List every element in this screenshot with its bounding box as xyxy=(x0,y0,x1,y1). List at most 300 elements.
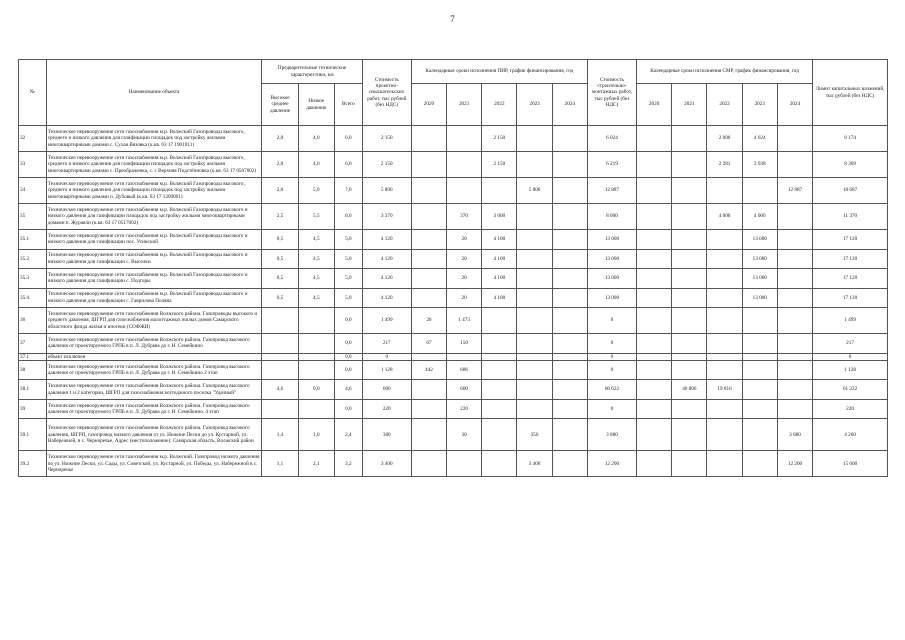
smr-2021 xyxy=(672,126,707,152)
length-total: 4,6 xyxy=(334,380,362,400)
pir-cost: 3 400 xyxy=(362,451,411,477)
smr-2020 xyxy=(637,334,672,354)
smr-2021 xyxy=(672,334,707,354)
pir-2022 xyxy=(482,360,517,380)
length-total: 5,0 xyxy=(334,269,362,289)
length-total: 3,2 xyxy=(334,451,362,477)
pir-2021: 220 xyxy=(447,399,482,419)
table-header xyxy=(19,60,888,126)
table-row xyxy=(19,419,888,451)
limit-value: 220 xyxy=(813,399,888,419)
smr-2022 xyxy=(707,419,742,451)
pir-2021: 600 xyxy=(447,380,482,400)
length-total: 6,0 xyxy=(334,126,362,152)
smr-2024 xyxy=(777,126,812,152)
limit-value: 61 222 xyxy=(813,380,888,400)
header-pir-year: 2024 xyxy=(552,84,587,126)
pir-2021: 150 xyxy=(447,334,482,354)
pir-2020 xyxy=(411,353,446,360)
pir-2024 xyxy=(552,249,587,269)
length-high: 2,0 xyxy=(262,126,298,152)
smr-2020 xyxy=(637,288,672,308)
pir-2020 xyxy=(411,399,446,419)
smr-2024 xyxy=(777,152,812,178)
length-low: 4,0 xyxy=(298,152,334,178)
pir-2023 xyxy=(517,230,552,250)
limit-value: 217 xyxy=(813,334,888,354)
header-smr-cost: Стоимость строительно-монтажных работ, тыс рублей (без НДС) xyxy=(587,60,636,126)
smr-2020 xyxy=(637,353,672,360)
pir-2022: 4 100 xyxy=(482,230,517,250)
row-number: 38.1 xyxy=(19,380,47,400)
pir-2020 xyxy=(411,451,446,477)
smr-2023: 4 000 xyxy=(742,204,777,230)
pir-2024 xyxy=(552,126,587,152)
object-name: Техническое перевооружение сети газоснабжения м.р. Волжский Газопроводы высокого и низкого давления для газификации с. Подгоры xyxy=(46,269,262,289)
pir-2023 xyxy=(517,249,552,269)
table-row xyxy=(19,353,888,360)
smr-2024: 12 887 xyxy=(777,178,812,204)
length-low: 2,1 xyxy=(298,451,334,477)
pir-2020 xyxy=(411,288,446,308)
header-smr-year: 2022 xyxy=(707,84,742,126)
object-name: Техническое перевооружение сети газоснабжения Волжского района. Газопровод высокого давления от проектируемого ГРПБ в п. Л. Дубрава до г. Н. Семейкино. 4 этап xyxy=(46,399,262,419)
smr-2021 xyxy=(672,308,707,334)
length-total: 2,4 xyxy=(334,419,362,451)
pir-cost: 4 120 xyxy=(362,269,411,289)
smr-2024 xyxy=(777,249,812,269)
smr-cost: 0 xyxy=(587,399,636,419)
row-number: 37.1 xyxy=(19,353,47,360)
pir-2020 xyxy=(411,204,446,230)
pir-cost: 2 150 xyxy=(362,126,411,152)
table-row xyxy=(19,126,888,152)
length-low: 0,0 xyxy=(298,380,334,400)
limit-value: 8 369 xyxy=(813,152,888,178)
object-name: Техническое перевооружение сети газоснабжения м.р. Волжский Газопроводы высокого, среднего и низкого давления для газификации площадок под застройку жилыми многоквартирными домами п. Дубовый (к.кв. 63 17 1209001) xyxy=(46,178,262,204)
pir-2021 xyxy=(447,126,482,152)
smr-cost: 0 xyxy=(587,334,636,354)
header-pir-year: 2022 xyxy=(482,84,517,126)
pir-2023: 350 xyxy=(517,419,552,451)
pir-2021 xyxy=(447,451,482,477)
page-number: 7 xyxy=(450,14,455,24)
length-high xyxy=(262,308,298,334)
pir-2021: 20 xyxy=(447,249,482,269)
length-total: 0,0 xyxy=(334,308,362,334)
pir-2024 xyxy=(552,334,587,354)
row-number: 33 xyxy=(19,152,47,178)
smr-2022 xyxy=(707,353,742,360)
pir-2020 xyxy=(411,152,446,178)
pir-2024 xyxy=(552,419,587,451)
limit-value: 15 600 xyxy=(813,451,888,477)
header-name: Наименование объекта xyxy=(46,60,262,126)
pir-2020 xyxy=(411,380,446,400)
pir-2021: 370 xyxy=(447,204,482,230)
smr-2023 xyxy=(742,419,777,451)
smr-cost: 13 000 xyxy=(587,249,636,269)
pir-2020 xyxy=(411,126,446,152)
row-number: 32 xyxy=(19,126,47,152)
smr-cost: 12 887 xyxy=(587,178,636,204)
row-number: 38 xyxy=(19,360,47,380)
smr-cost: 13 000 xyxy=(587,230,636,250)
length-low: 4,5 xyxy=(298,230,334,250)
header-smr-year: 2024 xyxy=(777,84,812,126)
pir-2023 xyxy=(517,308,552,334)
smr-2020 xyxy=(637,399,672,419)
smr-cost: 6 219 xyxy=(587,152,636,178)
investment-table xyxy=(18,59,888,477)
pir-cost: 217 xyxy=(362,334,411,354)
length-low xyxy=(298,334,334,354)
pir-2020 xyxy=(411,269,446,289)
pir-2023 xyxy=(517,334,552,354)
header-smr-year: 2021 xyxy=(672,84,707,126)
smr-2020 xyxy=(637,178,672,204)
pir-cost: 380 xyxy=(362,419,411,451)
row-number: 35.1 xyxy=(19,230,47,250)
smr-2021 xyxy=(672,353,707,360)
object-name: Техническое перевооружение сети газоснабжения м.р. Волжский. Газопровод низкого давления по ул. Нижние Пески, ул. Сады, ул. Советской, ул. Кустарной, ул. Победы, ул. Набережной в с. Черноречье xyxy=(46,451,262,477)
length-low xyxy=(298,399,334,419)
smr-2021 xyxy=(672,204,707,230)
smr-cost: 6 024 xyxy=(587,126,636,152)
pir-cost: 600 xyxy=(362,380,411,400)
smr-cost: 13 000 xyxy=(587,269,636,289)
table-row xyxy=(19,360,888,380)
header-pir-cost: Стоимость проектно-изыскательских работ, тыс рублей (без НДС) xyxy=(362,60,411,126)
limit-value: 8 174 xyxy=(813,126,888,152)
pir-cost: 0 xyxy=(362,353,411,360)
row-number: 39 xyxy=(19,399,47,419)
row-number: 36 xyxy=(19,308,47,334)
length-total: 5,0 xyxy=(334,230,362,250)
length-low: 4,5 xyxy=(298,249,334,269)
length-high: 0,5 xyxy=(262,230,298,250)
smr-2024 xyxy=(777,380,812,400)
limit-value: 17 120 xyxy=(813,288,888,308)
pir-2021: 20 xyxy=(447,230,482,250)
header-smr-group: Календарные сроки исполнения СМР, график финансирования, год xyxy=(637,60,813,84)
smr-2021 xyxy=(672,230,707,250)
pir-2022: 4 100 xyxy=(482,269,517,289)
table-row xyxy=(19,451,888,477)
pir-2021: 30 xyxy=(447,419,482,451)
length-total: 0,0 xyxy=(334,334,362,354)
header-smr-year: 2023 xyxy=(742,84,777,126)
smr-2022 xyxy=(707,288,742,308)
smr-2023: 13 000 xyxy=(742,269,777,289)
pir-2023 xyxy=(517,152,552,178)
smr-2022: 19 816 xyxy=(707,380,742,400)
row-number: 35.4 xyxy=(19,288,47,308)
pir-2022: 2 150 xyxy=(482,152,517,178)
object-name: Техническое перевооружение сети газоснабжения Волжского района. Газопроводы высокого и среднего давления, ШГРП для газоснабжения малоэтажных жилых домов Самарского областного фонда жилья и ипотеки (СОФЖИ) xyxy=(46,308,262,334)
header-tech-high: Высокое среднее давление xyxy=(262,84,298,126)
table-row xyxy=(19,269,888,289)
pir-2021: 686 xyxy=(447,360,482,380)
row-number: 37 xyxy=(19,334,47,354)
length-total: 0,0 xyxy=(334,399,362,419)
length-low xyxy=(298,360,334,380)
pir-cost: 3 370 xyxy=(362,204,411,230)
smr-cost: 8 000 xyxy=(587,204,636,230)
smr-2021 xyxy=(672,399,707,419)
limit-value: 0 xyxy=(813,353,888,360)
pir-2020: 26 xyxy=(411,308,446,334)
length-high: 4,6 xyxy=(262,380,298,400)
pir-2023 xyxy=(517,288,552,308)
object-name: Техническое перевооружение сети газоснабжения м.р. Волжский Газопроводы высокого и низкого давления для газификации с. Выселки xyxy=(46,249,262,269)
object-name: Техническое перевооружение сети газоснабжения Волжского района. Газопровод высокого давления 1 и 2 категории, ШГРП для газоснабжения коттеджного поселка "Удачный" xyxy=(46,380,262,400)
pir-2024 xyxy=(552,380,587,400)
smr-2020 xyxy=(637,419,672,451)
smr-cost: 0 xyxy=(587,360,636,380)
length-high xyxy=(262,399,298,419)
pir-2020 xyxy=(411,230,446,250)
pir-2022 xyxy=(482,178,517,204)
pir-2024 xyxy=(552,178,587,204)
object-name: Техническое перевооружение сети газоснабжения м.р. Волжский Газопроводы высокого, среднего и низкого давления для газификации площадок под застройку жилыми многоквартирными домами с. Сухая Вязовка (к.кв. 63 17 1901011) xyxy=(46,126,262,152)
table-row xyxy=(19,204,888,230)
pir-2023 xyxy=(517,269,552,289)
smr-2024 xyxy=(777,360,812,380)
length-total: 7,0 xyxy=(334,178,362,204)
row-number: 34 xyxy=(19,178,47,204)
row-number: 39.1 xyxy=(19,419,47,451)
smr-2024 xyxy=(777,269,812,289)
header-pir-year: 2021 xyxy=(447,84,482,126)
smr-2023: 13 000 xyxy=(742,288,777,308)
length-low: 1,0 xyxy=(298,419,334,451)
pir-2020 xyxy=(411,249,446,269)
pir-2021 xyxy=(447,178,482,204)
pir-2023 xyxy=(517,353,552,360)
table-row xyxy=(19,308,888,334)
object-name: Техническое перевооружение сети газоснабжения м.р. Волжский Газопроводы высокого и низкого давления для газификации пос. Усинский xyxy=(46,230,262,250)
pir-cost: 2 150 xyxy=(362,152,411,178)
pir-2021 xyxy=(447,353,482,360)
pir-cost: 220 xyxy=(362,399,411,419)
smr-2020 xyxy=(637,451,672,477)
object-name: Техническое перевооружение сети газоснабжения Волжского района. Газопровод высокого давления от проектируемого ГРПБ в п. Л. Дубрава до г. Н. Семейкино 2 этап xyxy=(46,360,262,380)
smr-cost: 0 xyxy=(587,308,636,334)
smr-2024: 12 200 xyxy=(777,451,812,477)
limit-value: 1 499 xyxy=(813,308,888,334)
length-high: 1,4 xyxy=(262,419,298,451)
pir-2022: 2 150 xyxy=(482,126,517,152)
smr-2021: 40 806 xyxy=(672,380,707,400)
pir-2022 xyxy=(482,419,517,451)
pir-cost: 1 499 xyxy=(362,308,411,334)
smr-2023 xyxy=(742,380,777,400)
smr-2020 xyxy=(637,360,672,380)
smr-cost: 60 622 xyxy=(587,380,636,400)
object-name: Техническое перевооружение сети газоснабжения Волжского района. Газопровод высокого давления от проектируемого ГРПБ в п. Л. Дубрава до г. Н. Семейкино xyxy=(46,334,262,354)
smr-2023: 13 000 xyxy=(742,230,777,250)
table-row xyxy=(19,249,888,269)
pir-2022 xyxy=(482,380,517,400)
length-low: 5,0 xyxy=(298,178,334,204)
smr-2022 xyxy=(707,308,742,334)
limit-value: 17 120 xyxy=(813,249,888,269)
pir-2024 xyxy=(552,308,587,334)
length-high: 0,5 xyxy=(262,269,298,289)
length-high xyxy=(262,334,298,354)
smr-2023 xyxy=(742,399,777,419)
pir-2023 xyxy=(517,399,552,419)
smr-2021 xyxy=(672,178,707,204)
pir-2020 xyxy=(411,419,446,451)
pir-2021: 20 xyxy=(447,288,482,308)
pir-2022: 4 100 xyxy=(482,288,517,308)
pir-2023 xyxy=(517,360,552,380)
pir-2022: 3 000 xyxy=(482,204,517,230)
length-total: 0,0 xyxy=(334,360,362,380)
smr-2020 xyxy=(637,152,672,178)
smr-2023 xyxy=(742,334,777,354)
length-total: 6,0 xyxy=(334,152,362,178)
pir-2024 xyxy=(552,204,587,230)
length-total: 5,0 xyxy=(334,249,362,269)
pir-2024 xyxy=(552,230,587,250)
length-low: 4,5 xyxy=(298,269,334,289)
pir-cost: 1 128 xyxy=(362,360,411,380)
smr-2022: 2 000 xyxy=(707,126,742,152)
pir-2024 xyxy=(552,399,587,419)
smr-2022: 4 000 xyxy=(707,204,742,230)
smr-2022 xyxy=(707,230,742,250)
pir-cost: 4 120 xyxy=(362,249,411,269)
table-row xyxy=(19,178,888,204)
length-low xyxy=(298,353,334,360)
limit-value: 11 370 xyxy=(813,204,888,230)
table-row xyxy=(19,380,888,400)
limit-value: 17 120 xyxy=(813,230,888,250)
pir-2023: 3 400 xyxy=(517,451,552,477)
table-row xyxy=(19,230,888,250)
pir-2024 xyxy=(552,360,587,380)
length-low: 4,5 xyxy=(298,288,334,308)
smr-2021 xyxy=(672,419,707,451)
length-low xyxy=(298,308,334,334)
pir-2022 xyxy=(482,399,517,419)
pir-2022 xyxy=(482,308,517,334)
length-high: 0,5 xyxy=(262,288,298,308)
smr-2023 xyxy=(742,353,777,360)
pir-2020: 442 xyxy=(411,360,446,380)
pir-2024 xyxy=(552,152,587,178)
length-total: 8,0 xyxy=(334,204,362,230)
limit-value: 18 687 xyxy=(813,178,888,204)
pir-2021: 1 473 xyxy=(447,308,482,334)
smr-2022 xyxy=(707,178,742,204)
pir-2023 xyxy=(517,204,552,230)
smr-2022 xyxy=(707,360,742,380)
smr-2024 xyxy=(777,288,812,308)
pir-2022 xyxy=(482,353,517,360)
header-pir-year: 2020 xyxy=(411,84,446,126)
smr-2024 xyxy=(777,334,812,354)
smr-2021 xyxy=(672,451,707,477)
smr-2021 xyxy=(672,288,707,308)
object-name: объект исключен xyxy=(46,353,262,360)
length-total: 5,0 xyxy=(334,288,362,308)
smr-2020 xyxy=(637,380,672,400)
row-number: 39.2 xyxy=(19,451,47,477)
table-row xyxy=(19,288,888,308)
pir-cost: 5 800 xyxy=(362,178,411,204)
smr-2021 xyxy=(672,152,707,178)
object-name: Техническое перевооружение сети газоснабжения м.р. Волжский Газопроводы высокого и низкого давления для газификации с. Гаврилова Поляна xyxy=(46,288,262,308)
smr-2022 xyxy=(707,399,742,419)
smr-2022 xyxy=(707,451,742,477)
header-pir-year: 2023 xyxy=(517,84,552,126)
table-row xyxy=(19,152,888,178)
object-name: Техническое перевооружение сети газоснабжения м.р. Волжский Газопроводы высокого, среднего и низкого давления для газификации площадок под застройку жилыми многоквартирными домами с. Преображенка, с. с Верхняя Подстёпновка (к.кв. 63 17 0507002) xyxy=(46,152,262,178)
smr-2023 xyxy=(742,178,777,204)
smr-2021 xyxy=(672,360,707,380)
length-high xyxy=(262,353,298,360)
header-pir-group: Календарные сроки исполнения ПИР, график финансирования, год xyxy=(411,60,587,84)
length-high: 2,0 xyxy=(262,152,298,178)
smr-2023: 4 024 xyxy=(742,126,777,152)
smr-2022 xyxy=(707,334,742,354)
length-high: 1,1 xyxy=(262,451,298,477)
smr-2024 xyxy=(777,204,812,230)
length-high: 2,5 xyxy=(262,204,298,230)
length-low: 4,0 xyxy=(298,126,334,152)
header-no: № xyxy=(19,60,47,126)
pir-2022 xyxy=(482,334,517,354)
smr-2020 xyxy=(637,269,672,289)
header-smr-year: 2020 xyxy=(637,84,672,126)
smr-2021 xyxy=(672,249,707,269)
row-number: 35 xyxy=(19,204,47,230)
object-name: Техническое перевооружение сети газоснабжения м.р. Волжский Газопроводы высокого и низкого давления для газификации площадок под застройку жилыми многоквартирными домами п. Журавли (к.кв. 63 17 0517002) xyxy=(46,204,262,230)
pir-2024 xyxy=(552,451,587,477)
header-limit: Лимит капитальных вложений, тыс рублей (без НДС) xyxy=(813,60,888,126)
pir-2020 xyxy=(411,178,446,204)
smr-2023 xyxy=(742,308,777,334)
header-tech-total: Всего xyxy=(334,84,362,126)
pir-2021 xyxy=(447,152,482,178)
smr-2022: 2 281 xyxy=(707,152,742,178)
pir-2023 xyxy=(517,126,552,152)
smr-2020 xyxy=(637,230,672,250)
smr-2020 xyxy=(637,308,672,334)
smr-2022 xyxy=(707,249,742,269)
smr-cost: 0 xyxy=(587,353,636,360)
smr-2024 xyxy=(777,230,812,250)
limit-value: 4 260 xyxy=(813,419,888,451)
smr-cost: 3 880 xyxy=(587,419,636,451)
header-tech-group: Предварительные технические характеристики, км xyxy=(262,60,362,84)
limit-value: 17 120 xyxy=(813,269,888,289)
smr-2021 xyxy=(672,269,707,289)
pir-2021: 20 xyxy=(447,269,482,289)
pir-2022: 4 100 xyxy=(482,249,517,269)
header-tech-low: Низкое давление xyxy=(298,84,334,126)
pir-cost: 4 120 xyxy=(362,230,411,250)
object-name: Техническое перевооружение сети газоснабжения Волжского района. Газопровод высокого давления, ШГРП, газопровод низкого давления от ул. Нижние Пески до ул. Кустарной, ул. Набережной, в с. Черноречье, Адрес (местоположение): Самарская область, Волжский район xyxy=(46,419,262,451)
smr-2024 xyxy=(777,308,812,334)
length-low: 5,5 xyxy=(298,204,334,230)
length-high xyxy=(262,360,298,380)
length-high: 2,0 xyxy=(262,178,298,204)
